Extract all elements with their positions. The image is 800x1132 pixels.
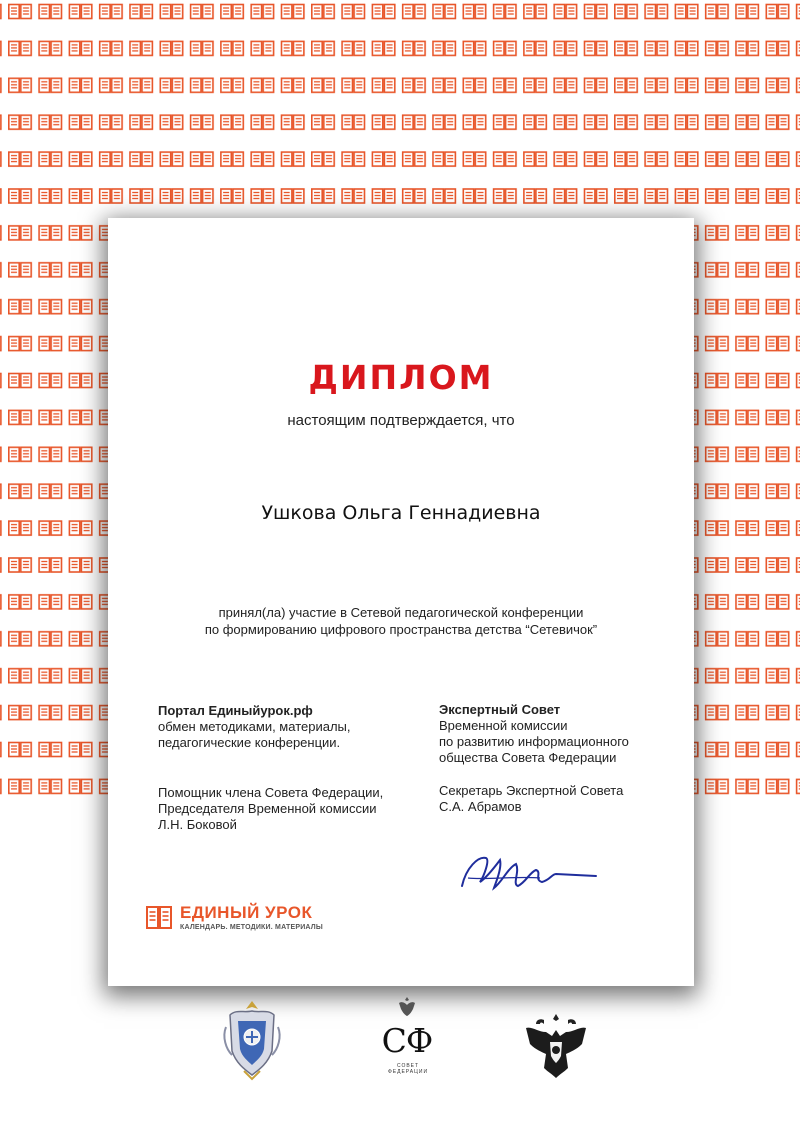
left-org-line: педагогические конференции.: [158, 735, 341, 750]
left-signer-line: Помощник члена Совета Федерации,: [158, 785, 384, 800]
right-org-line: общества Совета Федерации: [439, 750, 617, 765]
sf-letters: СФ: [381, 1021, 433, 1060]
right-signer-block: [439, 783, 623, 815]
logo-tagline: КАЛЕНДАРЬ. МЕТОДИКИ. МАТЕРИАЛЫ: [180, 924, 323, 931]
edinyi-urok-logo: [146, 903, 386, 937]
right-org-name: Экспертный Совет: [439, 702, 561, 717]
double-eagle-icon: [397, 995, 417, 1017]
left-signer-block: [158, 785, 383, 833]
right-org-line: Временной комиссии: [439, 718, 568, 733]
participation-description: [108, 604, 694, 638]
left-org-name: Портал Единыйурок.рф: [158, 703, 313, 718]
right-org-line: по развитию информационного: [439, 734, 629, 749]
double-headed-eagle-icon: [524, 1010, 588, 1080]
diploma-title: ДИПЛОМ: [308, 358, 494, 397]
handwritten-signature: [456, 838, 606, 898]
description-line: принял(ла) участие в Сетевой педагогической конференции: [218, 605, 584, 620]
description-line: по формированию цифрового пространства детства “Сетевичок”: [204, 622, 598, 637]
left-organization-block: [158, 703, 351, 751]
recipient-name: Ушкова Ольга Геннадиевна: [261, 502, 541, 524]
coat-of-arms-emblem-icon: [222, 997, 282, 1081]
open-book-icon: [146, 905, 172, 931]
diploma-subtitle: настоящим подтверждается, что: [287, 412, 515, 429]
logo-name: ЕДИНЫЙ УРОК: [180, 903, 313, 922]
diploma-sheet: [108, 218, 694, 986]
left-signer-line: Л.Н. Боковой: [158, 817, 237, 832]
sf-caption: СОВЕТ ФЕДЕРАЦИИ: [387, 1063, 429, 1075]
right-signer-line: Секретарь Экспертной Совета: [439, 783, 624, 798]
left-org-line: обмен методиками, материалы,: [158, 719, 351, 734]
federation-council-emblem: [362, 995, 452, 1087]
right-signer-line: С.А. Абрамов: [439, 799, 522, 814]
left-signer-line: Председателя Временной комиссии: [158, 801, 377, 816]
right-organization-block: [439, 702, 629, 766]
